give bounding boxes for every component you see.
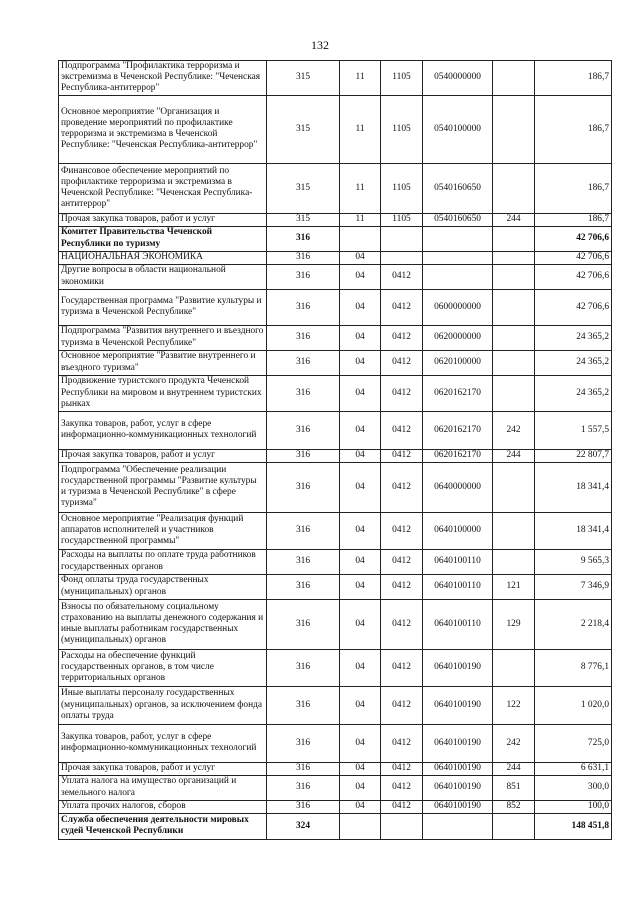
row-name: Служба обеспечения деятельности мировых судей Чеченской Республики: [59, 813, 267, 839]
row-subsection: 1105: [381, 213, 423, 226]
row-name: Финансовое обеспечение мероприятий по профилактике терроризма и экстремизма в Чеченской Республике: "Чеченская Республика-антитеррор": [59, 163, 267, 213]
row-subsection: 0412: [381, 264, 423, 289]
row-expense-type: 122: [493, 686, 535, 724]
row-subsection: 0412: [381, 649, 423, 686]
row-section: 04: [340, 251, 381, 264]
table-row: [59, 449, 612, 462]
row-expense-type: [493, 95, 535, 163]
row-target-article: 0640100190: [423, 800, 493, 813]
row-vedomstvo: 315: [267, 95, 340, 163]
row-vedomstvo: 316: [267, 289, 340, 325]
row-target-article: 0600000000: [423, 289, 493, 325]
row-name: Расходы на обеспечение функций государственных органов, в том числе территориальных органов: [59, 649, 267, 686]
table-row: [59, 251, 612, 264]
row-name: Закупка товаров, работ, услуг в сфере информационно-коммуникационных технологий: [59, 411, 267, 449]
row-name: Закупка товаров, работ, услуг в сфере информационно-коммуникационных технологий: [59, 724, 267, 762]
row-section: 04: [340, 549, 381, 574]
row-subsection: [381, 226, 423, 251]
row-vedomstvo: 316: [267, 264, 340, 289]
table-row: [59, 686, 612, 724]
row-vedomstvo: 315: [267, 213, 340, 226]
row-vedomstvo: 316: [267, 226, 340, 251]
row-amount: 300,0: [535, 775, 612, 800]
row-vedomstvo: 316: [267, 775, 340, 800]
table-row: [59, 462, 612, 512]
table-row: [59, 762, 612, 775]
row-target-article: 0620162170: [423, 411, 493, 449]
row-name: Расходы на выплаты по оплате труда работников государственных органов: [59, 549, 267, 574]
row-subsection: 0412: [381, 686, 423, 724]
row-expense-type: [493, 264, 535, 289]
row-name: Комитет Правительства Чеченской Республики по туризму: [59, 226, 267, 251]
row-target-article: 0540100000: [423, 95, 493, 163]
row-vedomstvo: 316: [267, 325, 340, 350]
row-name: Прочая закупка товаров, работ и услуг: [59, 449, 267, 462]
row-target-article: 0640100110: [423, 599, 493, 649]
table-row: [59, 61, 612, 96]
row-vedomstvo: 316: [267, 350, 340, 375]
table-row: [59, 775, 612, 800]
row-subsection: [381, 251, 423, 264]
row-target-article: 0640100190: [423, 724, 493, 762]
row-subsection: 0412: [381, 599, 423, 649]
row-amount: 42 706,6: [535, 264, 612, 289]
row-vedomstvo: 316: [267, 462, 340, 512]
row-name: НАЦИОНАЛЬНАЯ ЭКОНОМИКА: [59, 251, 267, 264]
row-target-article: 0620162170: [423, 375, 493, 411]
row-vedomstvo: 316: [267, 549, 340, 574]
table-row: [59, 649, 612, 686]
row-expense-type: [493, 325, 535, 350]
row-name: Уплата прочих налогов, сборов: [59, 800, 267, 813]
row-section: [340, 226, 381, 251]
row-target-article: 0640100000: [423, 512, 493, 549]
row-subsection: 1105: [381, 61, 423, 96]
row-amount: 9 565,3: [535, 549, 612, 574]
row-section: 04: [340, 512, 381, 549]
row-expense-type: [493, 251, 535, 264]
row-section: 04: [340, 350, 381, 375]
row-section: 04: [340, 686, 381, 724]
row-vedomstvo: 316: [267, 686, 340, 724]
row-expense-type: 121: [493, 574, 535, 599]
row-subsection: 0412: [381, 449, 423, 462]
row-amount: 2 218,4: [535, 599, 612, 649]
table-row: [59, 724, 612, 762]
row-expense-type: 852: [493, 800, 535, 813]
table-row: [59, 813, 612, 839]
row-expense-type: 244: [493, 213, 535, 226]
row-subsection: 1105: [381, 95, 423, 163]
table-row: [59, 289, 612, 325]
row-amount: 186,7: [535, 61, 612, 96]
row-vedomstvo: 316: [267, 800, 340, 813]
row-expense-type: [493, 375, 535, 411]
row-expense-type: [493, 350, 535, 375]
row-name: Другие вопросы в области национальной экономики: [59, 264, 267, 289]
row-amount: 148 451,8: [535, 813, 612, 839]
row-subsection: 0412: [381, 762, 423, 775]
row-section: 04: [340, 449, 381, 462]
row-expense-type: [493, 289, 535, 325]
row-section: 04: [340, 325, 381, 350]
table-row: [59, 163, 612, 213]
row-amount: 42 706,6: [535, 226, 612, 251]
row-expense-type: [493, 61, 535, 96]
row-section: 04: [340, 599, 381, 649]
row-target-article: 0640100110: [423, 574, 493, 599]
row-subsection: 0412: [381, 724, 423, 762]
row-vedomstvo: 316: [267, 574, 340, 599]
row-vedomstvo: 316: [267, 449, 340, 462]
row-section: 04: [340, 574, 381, 599]
row-vedomstvo: 316: [267, 649, 340, 686]
row-section: 04: [340, 775, 381, 800]
row-expense-type: [493, 226, 535, 251]
row-subsection: 1105: [381, 163, 423, 213]
table-row: [59, 95, 612, 163]
row-expense-type: 851: [493, 775, 535, 800]
row-amount: 24 365,2: [535, 350, 612, 375]
row-name: Подпрограмма "Обеспечение реализации государственной программы "Развитие культуры и туризма в Чеченской Республике" в сфере туризма": [59, 462, 267, 512]
row-expense-type: [493, 549, 535, 574]
page-number: 132: [311, 38, 329, 52]
row-name: Уплата налога на имущество организаций и земельного налога: [59, 775, 267, 800]
row-target-article: 0640100190: [423, 762, 493, 775]
row-section: 04: [340, 375, 381, 411]
row-section: 04: [340, 800, 381, 813]
row-amount: 8 776,1: [535, 649, 612, 686]
row-subsection: 0412: [381, 411, 423, 449]
row-vedomstvo: 316: [267, 375, 340, 411]
row-section: 04: [340, 724, 381, 762]
budget-table: [58, 60, 612, 840]
row-name: Подпрограмма "Профилактика терроризма и экстремизма в Чеченской Республике: "Чеченская Республика-антитеррор": [59, 61, 267, 96]
row-amount: 18 341,4: [535, 462, 612, 512]
row-amount: 1 020,0: [535, 686, 612, 724]
row-amount: 186,7: [535, 163, 612, 213]
row-vedomstvo: 316: [267, 251, 340, 264]
row-subsection: 0412: [381, 350, 423, 375]
row-expense-type: 242: [493, 724, 535, 762]
row-amount: 6 631,1: [535, 762, 612, 775]
row-expense-type: 244: [493, 762, 535, 775]
table-row: [59, 599, 612, 649]
row-vedomstvo: 324: [267, 813, 340, 839]
row-name: Подпрограмма "Развития внутреннего и въездного туризма в Чеченской Республике": [59, 325, 267, 350]
row-subsection: 0412: [381, 462, 423, 512]
row-target-article: [423, 264, 493, 289]
table-row: [59, 800, 612, 813]
row-amount: 100,0: [535, 800, 612, 813]
row-amount: 24 365,2: [535, 325, 612, 350]
row-name: Продвижение туристского продукта Чеченской Республики на мировом и внутреннем туристских рынках: [59, 375, 267, 411]
row-vedomstvo: 316: [267, 724, 340, 762]
row-expense-type: 242: [493, 411, 535, 449]
row-expense-type: [493, 649, 535, 686]
table-row: [59, 512, 612, 549]
row-target-article: 0640100190: [423, 686, 493, 724]
table-body: [59, 61, 612, 840]
row-expense-type: 129: [493, 599, 535, 649]
row-name: Прочая закупка товаров, работ и услуг: [59, 762, 267, 775]
row-vedomstvo: 316: [267, 599, 340, 649]
row-vedomstvo: 316: [267, 762, 340, 775]
row-section: 04: [340, 411, 381, 449]
row-amount: 1 557,5: [535, 411, 612, 449]
row-name: Фонд оплаты труда государственных (муниципальных) органов: [59, 574, 267, 599]
row-target-article: [423, 813, 493, 839]
table-row: [59, 375, 612, 411]
row-name: Иные выплаты персоналу государственных (муниципальных) органов, за исключением фонда оплаты труда: [59, 686, 267, 724]
row-subsection: 0412: [381, 289, 423, 325]
row-subsection: 0412: [381, 800, 423, 813]
row-amount: 7 346,9: [535, 574, 612, 599]
row-vedomstvo: 315: [267, 163, 340, 213]
row-target-article: 0640100190: [423, 775, 493, 800]
table-row: [59, 325, 612, 350]
row-subsection: [381, 813, 423, 839]
table-row: [59, 574, 612, 599]
row-section: 04: [340, 289, 381, 325]
table-row: [59, 226, 612, 251]
row-section: [340, 813, 381, 839]
table-row: [59, 213, 612, 226]
row-expense-type: [493, 512, 535, 549]
row-subsection: 0412: [381, 775, 423, 800]
row-target-article: 0620162170: [423, 449, 493, 462]
row-name: Взносы по обязательному социальному страхованию на выплаты денежного содержания и иные выплаты работникам государственных (муниципальных) органов: [59, 599, 267, 649]
row-target-article: 0640000000: [423, 462, 493, 512]
row-amount: 18 341,4: [535, 512, 612, 549]
row-amount: 725,0: [535, 724, 612, 762]
row-amount: 42 706,6: [535, 289, 612, 325]
row-subsection: 0412: [381, 375, 423, 411]
table-row: [59, 350, 612, 375]
row-amount: 24 365,2: [535, 375, 612, 411]
row-target-article: 0620000000: [423, 325, 493, 350]
row-name: Основное мероприятие "Организация и проведение мероприятий по профилактике терроризма и экстремизма в Чеченской Республике: "Чеченская Республика-антитеррор": [59, 95, 267, 163]
row-section: 04: [340, 762, 381, 775]
row-target-article: [423, 226, 493, 251]
row-name: Прочая закупка товаров, работ и услуг: [59, 213, 267, 226]
row-name: Основное мероприятие "Развитие внутреннего и въездного туризма": [59, 350, 267, 375]
row-section: 11: [340, 95, 381, 163]
table-row: [59, 264, 612, 289]
row-target-article: 0540160650: [423, 163, 493, 213]
row-subsection: 0412: [381, 549, 423, 574]
row-amount: 42 706,6: [535, 251, 612, 264]
row-amount: 186,7: [535, 213, 612, 226]
row-name: Основное мероприятие "Реализация функций аппаратов исполнителей и участников государственной программы": [59, 512, 267, 549]
row-expense-type: [493, 813, 535, 839]
row-target-article: 0640100190: [423, 649, 493, 686]
row-target-article: 0540000000: [423, 61, 493, 96]
row-vedomstvo: 315: [267, 61, 340, 96]
row-target-article: 0640100110: [423, 549, 493, 574]
row-vedomstvo: 316: [267, 411, 340, 449]
row-section: 11: [340, 213, 381, 226]
row-subsection: 0412: [381, 512, 423, 549]
row-expense-type: 244: [493, 449, 535, 462]
row-name: Государственная программа "Развитие культуры и туризма в Чеченской Республике": [59, 289, 267, 325]
row-section: 04: [340, 462, 381, 512]
row-vedomstvo: 316: [267, 512, 340, 549]
row-section: 04: [340, 649, 381, 686]
row-section: 04: [340, 264, 381, 289]
row-amount: 186,7: [535, 95, 612, 163]
row-subsection: 0412: [381, 325, 423, 350]
row-expense-type: [493, 163, 535, 213]
row-amount: 22 807,7: [535, 449, 612, 462]
row-expense-type: [493, 462, 535, 512]
row-subsection: 0412: [381, 574, 423, 599]
table-row: [59, 549, 612, 574]
table-row: [59, 411, 612, 449]
row-target-article: 0620100000: [423, 350, 493, 375]
row-section: 11: [340, 163, 381, 213]
row-target-article: 0540160650: [423, 213, 493, 226]
row-target-article: [423, 251, 493, 264]
row-section: 11: [340, 61, 381, 96]
